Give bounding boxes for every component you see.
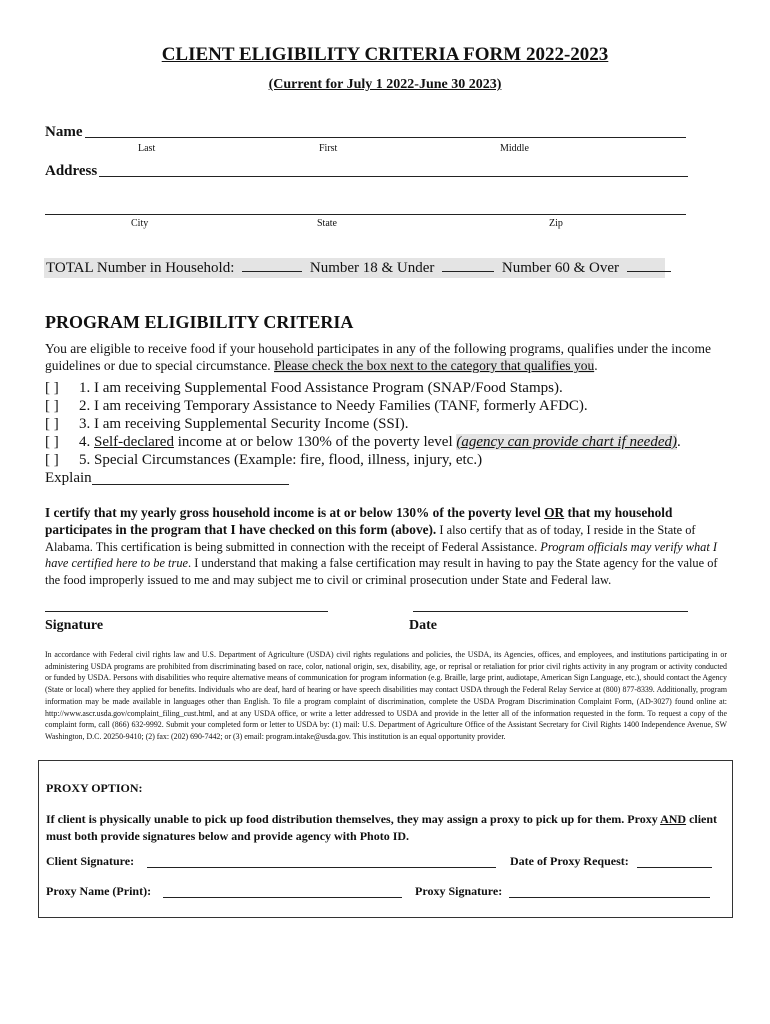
address-label: Address xyxy=(45,163,98,179)
criteria-item-2[interactable] xyxy=(45,398,588,415)
client-signature-label: Client Signature: xyxy=(46,854,135,868)
program-instruction: Please check the box next to the category that qualifies you xyxy=(274,358,595,373)
certification-bold-b: that my household participates in the program that I have checked on this form (above). xyxy=(45,505,673,537)
criteria-item-3[interactable] xyxy=(45,416,409,433)
criteria-text-1: 1. I am receiving Supplemental Food Assistance Program (SNAP/Food Stamps). xyxy=(79,380,563,396)
address-field-line-1[interactable] xyxy=(99,176,688,177)
name-field[interactable] xyxy=(85,137,686,138)
proxy-body-b: client must both provide signatures below and provide agency with Photo ID. xyxy=(46,812,718,843)
household-count-row xyxy=(44,258,665,278)
criteria-item-1[interactable] xyxy=(45,380,563,397)
criteria-checkbox-4[interactable]: [ ] xyxy=(45,434,59,450)
proxy-signature-field[interactable] xyxy=(509,897,710,898)
explain-label: Explain xyxy=(45,470,92,486)
date-of-proxy-request-label: Date of Proxy Request: xyxy=(510,854,629,868)
criteria-text-4-prefix: 4. xyxy=(79,434,94,450)
certification-normal-a: I also certify that as of today, I reside in the State of Alabama. This certification is being submitted in connection with the receipt of Federal Assistance. xyxy=(45,522,696,554)
client-signature-field[interactable] xyxy=(147,867,496,868)
address-field-line-2[interactable] xyxy=(45,214,686,215)
form-subtitle: (Current for July 1 2022-June 30 2023) xyxy=(268,77,502,92)
household-under18-field[interactable] xyxy=(442,259,494,272)
date-field[interactable] xyxy=(413,611,688,612)
household-under18-label: Number 18 & Under xyxy=(309,260,435,276)
proxy-name-label: Proxy Name (Print): xyxy=(46,884,152,898)
name-first-caption: First xyxy=(319,143,338,154)
form-title: CLIENT ELIGIBILITY CRITERIA FORM 2022-2023 xyxy=(161,44,609,65)
criteria-item-5[interactable] xyxy=(45,452,482,469)
criteria-checkbox-1[interactable]: [ ] xyxy=(45,380,59,396)
proxy-body-a: If client is physically unable to pick up food distribution themselves, they may assign a proxy to pick up for them. Proxy xyxy=(46,812,661,826)
name-last-caption: Last xyxy=(138,143,156,154)
proxy-instructions xyxy=(46,811,726,844)
criteria-item-4[interactable] xyxy=(45,434,681,451)
household-over60-label: Number 60 & Over xyxy=(501,260,619,276)
certification-italic: Program officials may verify what I have certified here to be true xyxy=(45,539,718,571)
criteria-text-4-middle: income at or below 130% of the poverty level xyxy=(173,434,457,450)
criteria-checkbox-5[interactable]: [ ] xyxy=(45,452,59,468)
address-zip-caption: Zip xyxy=(549,218,563,229)
household-total-field[interactable] xyxy=(242,259,302,272)
explain-field[interactable] xyxy=(92,484,289,485)
program-intro: You are eligible to receive food if your household participates in any of the following programs, qualifies under the income guidelines or due to special circumstance. Please check the box next to the category that qualifies you. xyxy=(45,341,711,373)
criteria-text-3: 3. I am receiving Supplemental Security Income (SSI). xyxy=(79,416,409,432)
address-city-caption: City xyxy=(131,218,149,229)
proxy-heading: PROXY OPTION: xyxy=(46,781,143,795)
program-intro-text: You are eligible to receive food if your household participates in any of the following programs, qualifies under the income guidelines or due to special circumstance. xyxy=(45,341,711,373)
usda-nondiscrimination-statement: In accordance with Federal civil rights law and U.S. Department of Agriculture (USDA) civil rights regulations and policies, the USDA, its Agencies, offices, and employees, and institutions participating in or administering USDA programs are prohibited from discriminating based on race, color, national origin, sex, disability, age, or reprisal or retaliation for prior civil rights activity in any program or activity conducted or funded by USDA. Persons with disabilities who require alternative means of communication for program information (e.g. Braille, large print, audiotape, American Sign Language, etc.), should contact the Agency (State or local) where they applied for benefits. Individuals who are deaf, hard of hearing or have speech disabilities may contact USDA through the Federal Relay Service at (800) 877-8339. Additionally, program information may be made available in languages other than English. To file a program complaint of discrimination, complete the USDA Program Discrimination Complaint Form, (AD-3027) found online at: http://www.ascr.usda.gov/complaint_filing_cust.html, and at any USDA office, or write a letter addressed to USDA and provide in the letter all of the information requested in the form. To request a copy of the complaint form, call (866) 632-9992. Submit your completed form or letter to USDA by: (1) mail: U.S. Department of Agriculture Office of the Assistant Secretary for Civil Rights 1400 Independence Avenue, SW Washington, D.C. 20250-9410; (2) fax: (202) 690-7442; or (3) email: program.intake@usda.gov. This institution is an equal opportunity provider. xyxy=(45,650,727,741)
criteria-text-4-self-declared: Self-declared xyxy=(94,434,174,450)
date-of-proxy-request-field[interactable] xyxy=(637,867,712,868)
name-label: Name xyxy=(45,124,83,140)
criteria-checkbox-2[interactable]: [ ] xyxy=(45,398,59,414)
criteria-text-5: 5. Special Circumstances (Example: fire, flood, illness, injury, etc.) xyxy=(79,452,483,468)
date-label: Date xyxy=(409,618,437,633)
criteria-text-2: 2. I am receiving Temporary Assistance to Needy Families (TANF, formerly AFDC). xyxy=(79,398,588,414)
program-heading: PROGRAM ELIGIBILITY CRITERIA xyxy=(45,312,354,332)
proxy-option-box xyxy=(38,760,733,918)
household-over60-field[interactable] xyxy=(627,259,671,272)
criteria-text-4-chart-note: (agency can provide chart if needed) xyxy=(456,434,677,450)
address-state-caption: State xyxy=(317,218,337,229)
signature-field[interactable] xyxy=(45,611,328,612)
certification-bold-a: I certify that my yearly gross household income is at or below 130% of the poverty level xyxy=(45,505,545,520)
proxy-name-field[interactable] xyxy=(163,897,402,898)
criteria-checkbox-3[interactable]: [ ] xyxy=(45,416,59,432)
proxy-body-and: AND xyxy=(660,812,687,826)
certification-normal-b: . I understand that making a false certification may result in having to pay the State agency for the value of the food improperly issued to me and may subject me to civil or criminal prosecution under State and Federal law. xyxy=(45,556,718,588)
household-total-label: TOTAL Number in Household: xyxy=(46,260,235,276)
proxy-signature-label: Proxy Signature: xyxy=(415,884,503,898)
certification-or: OR xyxy=(544,505,565,520)
signature-label: Signature xyxy=(45,618,104,633)
explain-row xyxy=(45,470,92,487)
criteria-text-4-suffix: . xyxy=(676,434,681,450)
certification-text xyxy=(45,505,729,589)
name-middle-caption: Middle xyxy=(500,143,529,154)
